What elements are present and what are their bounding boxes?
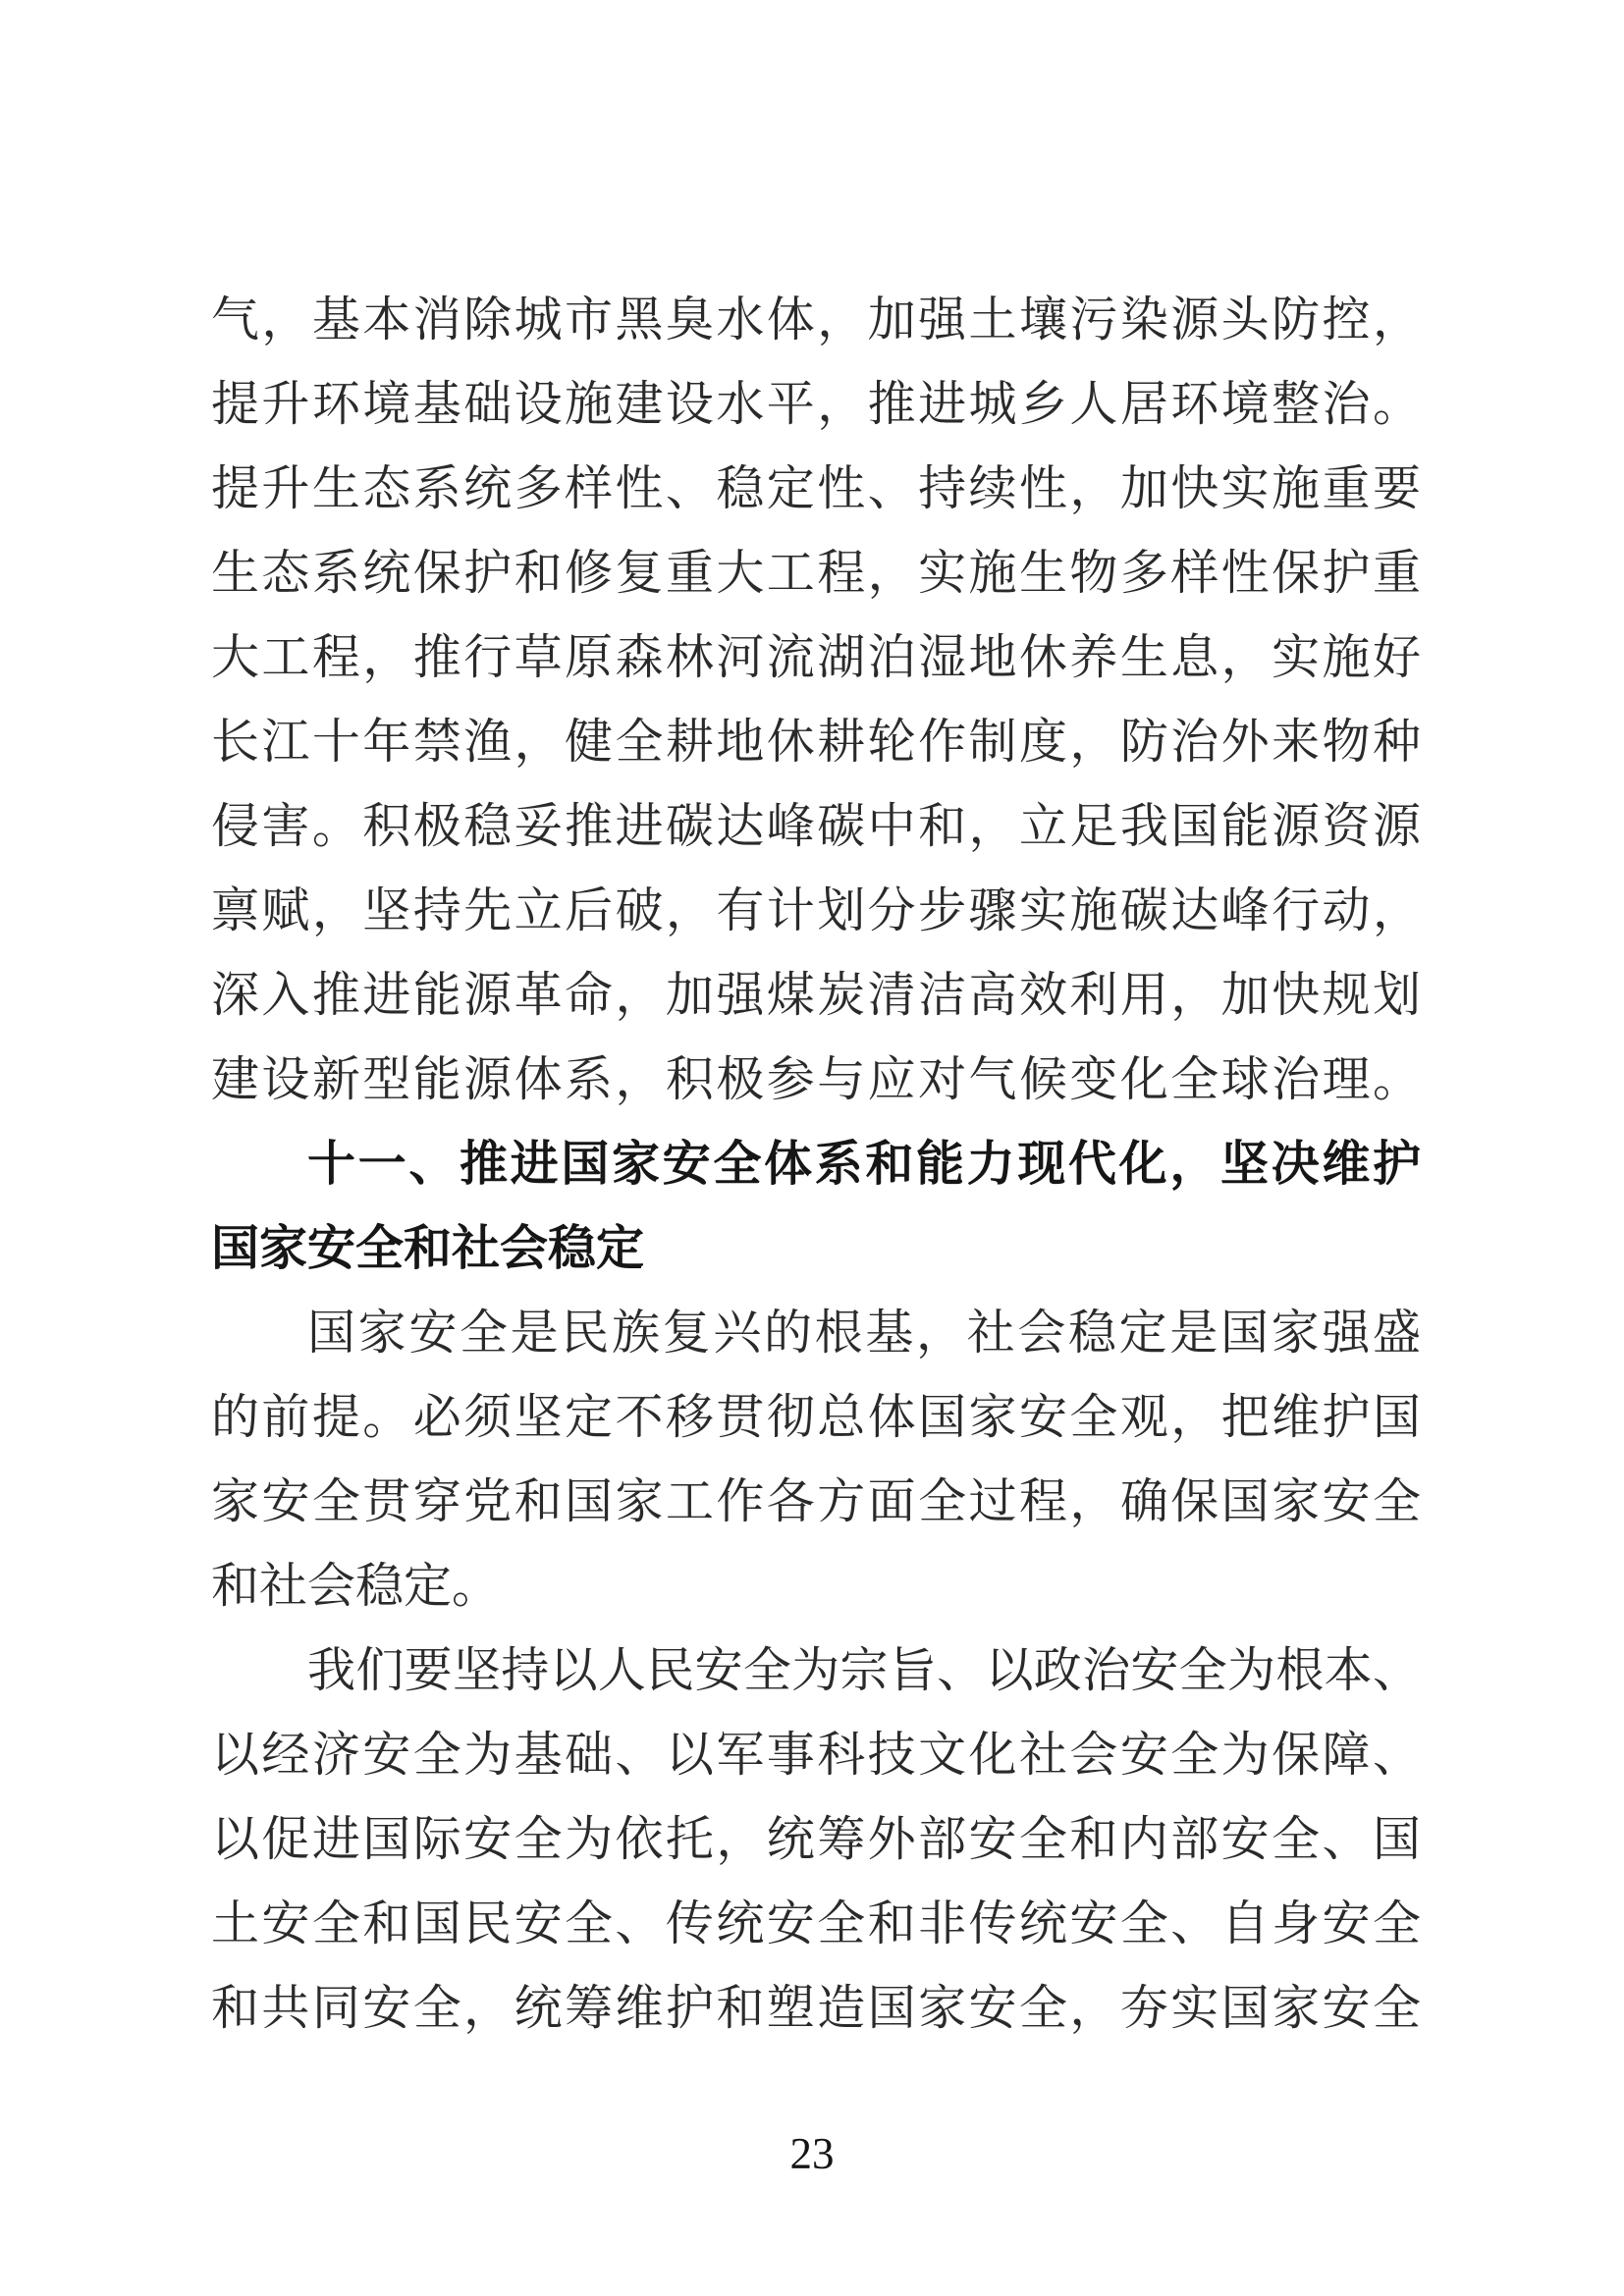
- text-line: 深入推进能源革命，加强煤炭清洁高效利用，加快规划: [211, 968, 1421, 1022]
- document-text: [211, 278, 1421, 2051]
- text-line: 土安全和国民安全、传统安全和非传统安全、自身安全: [211, 1896, 1421, 1950]
- text-line: 气，基本消除城市黑臭水体，加强土壤污染源头防控，: [211, 293, 1421, 347]
- text-line: 以经济安全为基础、以军事科技文化社会安全为保障、: [211, 1728, 1421, 1782]
- text-line: 我们要坚持以人民安全为宗旨、以政治安全为根本、: [307, 1643, 1421, 1697]
- section-heading-line: 十一、推进国家安全体系和能力现代化，坚决维护: [307, 1138, 1421, 1191]
- text-line: 以促进国际安全为依托，统筹外部安全和内部安全、国: [211, 1812, 1421, 1866]
- text-line: 侵害。积极稳妥推进碳达峰碳中和，立足我国能源资源: [211, 799, 1421, 853]
- text-line: 建设新型能源体系，积极参与应对气候变化全球治理。: [211, 1052, 1421, 1106]
- text-line: 生态系统保护和修复重大工程，实施生物多样性保护重: [211, 546, 1421, 600]
- section-heading-line: 国家安全和社会稳定: [211, 1222, 645, 1275]
- text-line: 禀赋，坚持先立后破，有计划分步骤实施碳达峰行动，: [211, 883, 1421, 937]
- text-line: 提升环境基础设施建设水平，推进城乡人居环境整治。: [211, 377, 1421, 431]
- page-number: 23: [789, 2129, 835, 2178]
- text-line: 的前提。必须坚定不移贯彻总体国家安全观，把维护国: [211, 1390, 1421, 1444]
- text-line: 家安全贯穿党和国家工作各方面全过程，确保国家安全: [211, 1474, 1421, 1528]
- text-line: 提升生态系统多样性、稳定性、持续性，加快实施重要: [211, 461, 1421, 515]
- text-line: 和社会稳定。: [211, 1559, 501, 1613]
- text-line: 和共同安全，统筹维护和塑造国家安全，夯实国家安全: [211, 1981, 1421, 2035]
- text-line: 国家安全是民族复兴的根基，社会稳定是国家强盛: [307, 1306, 1421, 1360]
- text-line: 长江十年禁渔，健全耕地休耕轮作制度，防治外来物种: [211, 715, 1421, 769]
- text-line: 大工程，推行草原森林河流湖泊湿地休养生息，实施好: [211, 630, 1421, 684]
